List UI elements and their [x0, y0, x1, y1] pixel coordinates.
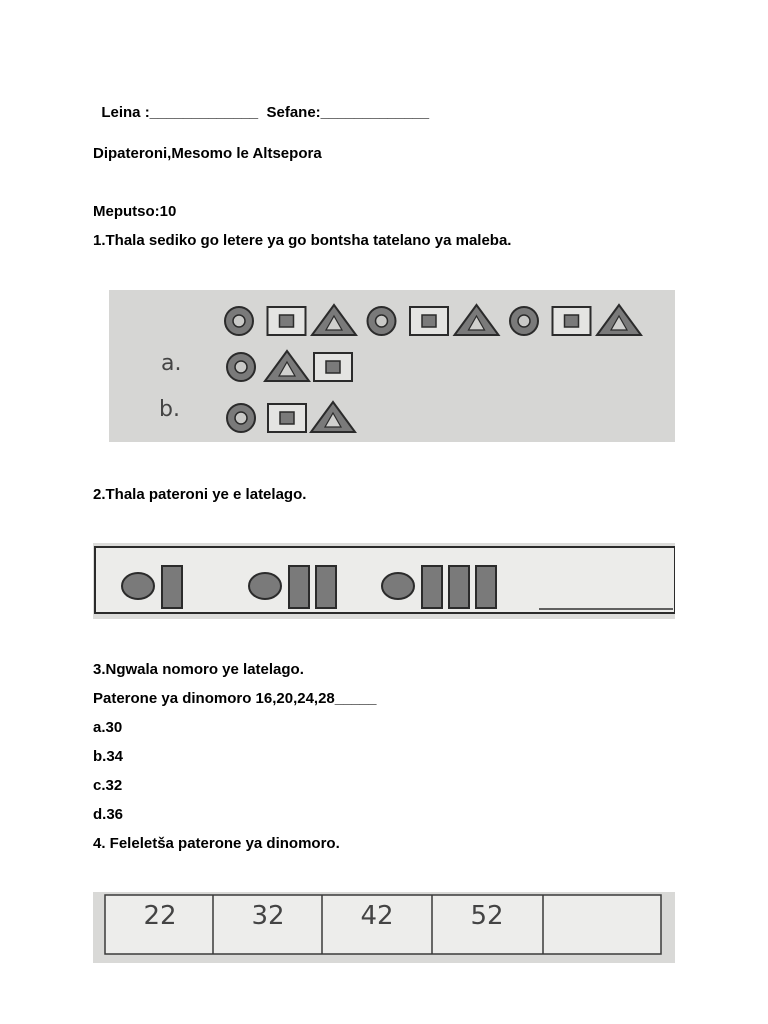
circle-icon	[249, 573, 281, 599]
question-3-text: Paterone ya dinomoro 16,20,24,28_____	[93, 690, 377, 707]
number-cell-4: 52	[470, 901, 504, 931]
square-icon	[268, 404, 306, 432]
circle-icon	[382, 573, 414, 599]
bar-icon	[422, 566, 442, 608]
option-a-row	[227, 351, 352, 381]
date-field-label: Sefane:_____________	[266, 104, 430, 121]
circle-icon	[368, 307, 396, 335]
number-cell-2: 32	[251, 901, 285, 931]
circle-icon	[227, 353, 255, 381]
square-icon	[314, 353, 352, 381]
number-cell-1: 22	[143, 901, 177, 931]
option-a-label: a.	[161, 351, 182, 376]
option-a: a.30	[93, 719, 123, 736]
marks-label: Meputso:10	[93, 203, 177, 220]
sequence-row	[225, 305, 641, 335]
option-b: b.34	[93, 748, 124, 765]
name-field-label: Leina :_____________	[101, 104, 259, 121]
bar-icon	[476, 566, 496, 608]
square-icon	[410, 307, 448, 335]
question-1-image	[109, 290, 675, 442]
bar-icon	[289, 566, 309, 608]
circle-icon	[510, 307, 538, 335]
circle-icon	[122, 573, 154, 599]
question-2-prompt: 2.Thala pateroni ye e latelago.	[93, 486, 307, 503]
question-4-prompt: 4. Feleletša paterone ya dinomoro.	[93, 835, 340, 852]
square-icon	[553, 307, 591, 335]
bar-icon	[162, 566, 182, 608]
circle-icon	[225, 307, 253, 335]
question-2-image	[93, 543, 675, 619]
question-1-prompt: 1.Thala sediko go letere ya go bontsha tatelano ya maleba.	[93, 232, 512, 249]
question-4-image	[93, 892, 675, 963]
option-d: d.36	[93, 806, 124, 823]
question-3-prompt: 3.Ngwala nomoro ye latelago.	[93, 661, 304, 678]
number-cell-3: 42	[360, 901, 394, 931]
bar-icon	[449, 566, 469, 608]
worksheet-title: Dipateroni,Mesomo le Altsepora	[93, 145, 322, 162]
option-b-row	[227, 402, 355, 432]
bar-icon	[316, 566, 336, 608]
option-b-label: b.	[159, 397, 180, 422]
header-line	[93, 87, 429, 121]
option-c: c.32	[93, 777, 123, 794]
square-icon	[268, 307, 306, 335]
circle-icon	[227, 404, 255, 432]
